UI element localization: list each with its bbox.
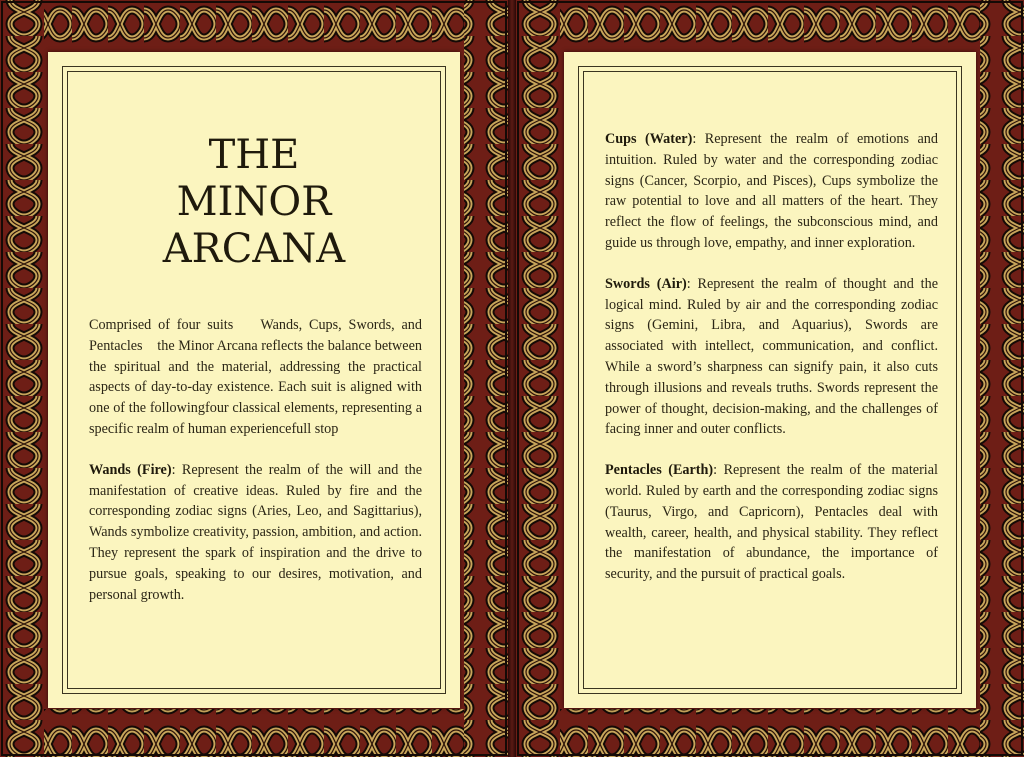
swords-paragraph <box>605 274 938 440</box>
book-gutter <box>508 0 516 757</box>
wands-heading: Wands (Fire) <box>89 461 172 478</box>
title-line-1: THE <box>208 132 300 178</box>
left-paper <box>48 52 460 708</box>
right-page <box>516 0 1024 757</box>
wands-paragraph <box>89 460 422 606</box>
intro-paragraph: Comprised of four suits Wands, Cups, Swords, and Pentacles the Minor Arcana reflects the balance between the spiritual and the material, addressing the practical aspects of day-to-day existence. Each suit is aligned with one of the followingfour classical elements, representing a specific realm of human experiencefull stop <box>89 317 426 437</box>
left-body <box>89 315 426 625</box>
pentacles-paragraph <box>605 460 938 585</box>
cups-paragraph <box>605 129 938 254</box>
cups-text: : Represent the realm of emotions and intuition. Ruled by water and the corresponding zodiac signs (Cancer, Scorpio, and Pisces), Cups symbolize the raw potential to love and all matters of the heart. They reflect the flow of feelings, the subconscious mind, and guide us through love, empathy, and inner exploration. <box>605 131 938 251</box>
right-paper <box>564 52 976 708</box>
swords-text: : Represent the realm of thought and the logical mind. Ruled by air and the corresponding zodiac signs (Gemini, Libra, and Aquarius), Swords are associated with intellect, communication, and conflict. While a sword’s sharpness can signify pain, it also cuts through illusions and reveals truths. Swords represent the power of thought, decision-making, and the challenges of facing inner and outer conflicts. <box>605 275 938 438</box>
swords-heading: Swords (Air) <box>605 275 687 292</box>
right-body <box>605 129 938 605</box>
pentacles-text: : Represent the realm of the material world. Ruled by earth and the corresponding zodiac signs (Taurus, Virgo, and Capricorn), Pentacles deal with wealth, career, health, and physical stability. They reflect the manifestation of abundance, the importance of security, and the pursuit of practical goals. <box>605 462 938 583</box>
title-line-2: MINOR <box>176 179 332 225</box>
title-line-3: ARCANA <box>162 226 346 272</box>
wands-text: : Represent the realm of the will and the manifestation of creative ideas. Ruled by fire and the corresponding zodiac signs (Aries, Leo, and Sagittarius), Wands symbolize creativity, passion, ambition, and action. They represent the spark of inspiration and the drive to pursue goals, speaking to our desires, motivation, and personal growth. <box>89 461 423 603</box>
left-page <box>0 0 508 757</box>
cups-heading: Cups (Water) <box>605 131 693 147</box>
page-title <box>48 132 460 273</box>
pentacles-heading: Pentacles (Earth) <box>605 462 714 479</box>
